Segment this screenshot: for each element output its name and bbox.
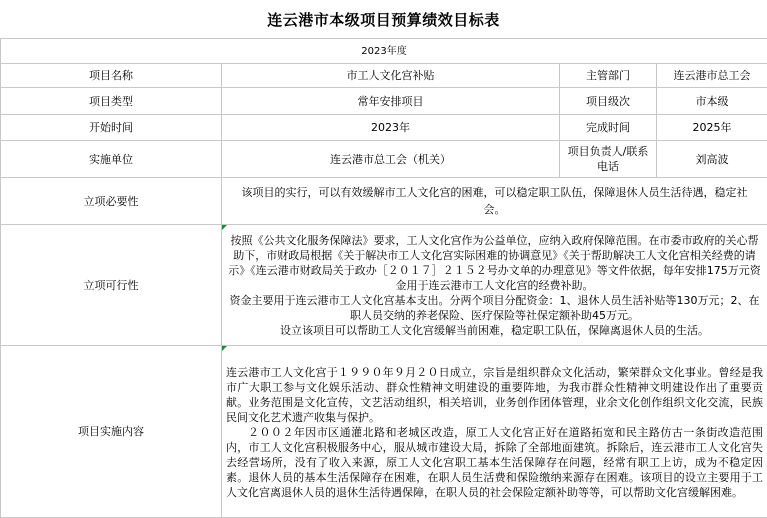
table-row: [1, 88, 767, 115]
end-time-value: 2025年: [657, 115, 767, 141]
budget-table: [0, 38, 767, 518]
table-row: [1, 178, 767, 225]
project-type-label: 项目类型: [1, 88, 222, 115]
feasibility-paragraph: 设立该项目可以帮助工人文化宫缓解当前困难，稳定职工队伍，保障离退休人员的生活。: [226, 323, 763, 338]
owner-value: 刘高波: [657, 141, 767, 178]
content-paragraph: ２００２年因市区通灌北路和老城区改造，原工人文化宫正好在道路拓宽和民主路仿古一条街改造范围内，市工人文化宫积极服务中心，服从城市建设大局，拆除了全部地面建筑。拆除后，连云港市工人文化宫失去经营场所，没有了收入来源，原工人文化宫职工基本生活保障存在问题，经常有职工上访，成为不稳定因素。退休人员的基本生活保障存在困难，在职人员生活费和保险缴纳来源存在困难。该项目的设立主要用于工人文化宫离退休人员的退休生活待遇保障，在职人员的社会保险定额补助等等，可以帮助文化宫缓解困难。: [226, 425, 763, 500]
table-row: [1, 115, 767, 141]
project-name-label: 项目名称: [1, 64, 222, 88]
necessity-label: 立项必要性: [1, 178, 222, 225]
owner-label: 项目负责人/联系电话: [560, 141, 657, 178]
content-label: 项目实施内容: [1, 346, 222, 518]
content-text: [222, 346, 767, 518]
feasibility-label: 立项可行性: [1, 225, 222, 346]
page-title: 连云港市本级项目预算绩效目标表: [0, 0, 767, 38]
dept-label: 主管部门: [560, 64, 657, 88]
unit-value: 连云港市总工会（机关）: [222, 141, 560, 178]
feasibility-paragraph: 资金主要用于连云港市工人文化宫基本支出。分两个项目分配资金：1、退休人员生活补贴等130万元；2、在职人员交纳的养老保险、医疗保险等社保定额补助45万元。: [226, 293, 763, 323]
year-row: [1, 39, 767, 64]
table-row: [1, 225, 767, 346]
project-level-label: 项目级次: [560, 88, 657, 115]
project-name-value: 市工人文化宫补贴: [222, 64, 560, 88]
project-type-value: 常年安排项目: [222, 88, 560, 115]
cell-flag-icon: [222, 346, 227, 351]
project-level-value: 市本级: [657, 88, 767, 115]
table-row: [1, 346, 767, 518]
start-time-value: 2023年: [222, 115, 560, 141]
dept-value: 连云港市总工会: [657, 64, 767, 88]
year-cell: 2023年度: [1, 39, 767, 64]
end-time-label: 完成时间: [560, 115, 657, 141]
content-paragraph: 连云港市工人文化宫于１９９０年９月２０日成立，宗旨是组织群众文化活动，繁荣群众文化事业。曾经是我市广大职工参与文化娱乐活动、群众性精神文明建设的重要阵地，为我市群众性精神文明建设作出了重要贡献。业务范围是文化宣传，文艺活动组织，相关培训，业务创作团体管理，业余文化创作组织文化交流，民族民间文化艺术遗产收集与保护。: [226, 365, 763, 425]
table-row: [1, 64, 767, 88]
necessity-text: 该项目的实行，可以有效缓解市工人文化宫的困难，可以稳定职工队伍，保障退休人员生活待遇，稳定社会。: [222, 178, 767, 225]
cell-flag-icon: [222, 225, 227, 230]
start-time-label: 开始时间: [1, 115, 222, 141]
feasibility-paragraph: 按照《公共文化服务保障法》要求，工人文化宫作为公益单位，应纳入政府保障范围。在市委市政府的关心帮助下，市财政局根据《关于解决市工人文化宫实际困难的协调意见》《关于帮助解决工人文化宫相关经费的请示》《连云港市财政局关于政办［２０１７］２１５２号办文单的办理意见》等文件依据，每年安排175万元资金用于连云港市工人文化宫的经费补助。: [226, 233, 763, 293]
table-row: [1, 141, 767, 178]
unit-label: 实施单位: [1, 141, 222, 178]
feasibility-text: [222, 225, 767, 346]
